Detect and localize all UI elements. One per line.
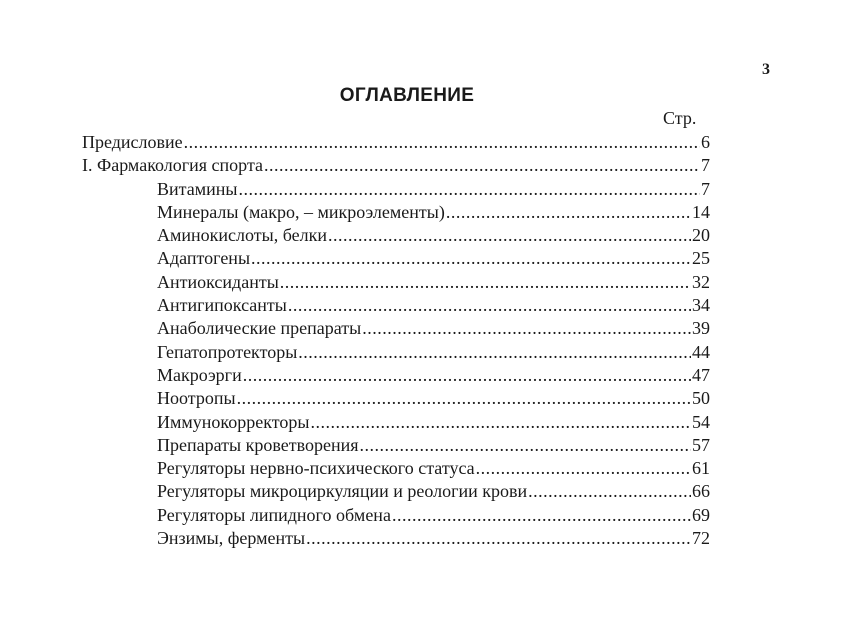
toc-subentry (82, 247, 710, 270)
toc-leader-dots (446, 201, 691, 224)
toc-entry-label: Энзимы, ферменты (157, 528, 306, 549)
toc-entry-page: 34 (692, 295, 710, 316)
toc-subentry (82, 504, 710, 527)
toc-entry-label: Макроэрги (157, 364, 242, 385)
toc-entry-label: Аминокислоты, белки (157, 225, 327, 246)
toc-leader-dots (288, 294, 691, 317)
toc-entry-label: Минералы (макро, – микроэлементы) (157, 201, 445, 222)
toc-entry-label: Гепатопротекторы (157, 341, 298, 362)
toc-entry-page: 25 (692, 248, 710, 269)
toc-entry (82, 131, 710, 154)
toc-entry-label: Анаболические препараты (157, 318, 362, 339)
toc-leader-dots (184, 131, 700, 154)
toc-entry-page: 54 (692, 411, 710, 432)
toc-subentry (82, 527, 710, 550)
toc-subentry (82, 480, 710, 503)
toc-leader-dots (362, 317, 691, 340)
toc-entry-page: 72 (692, 528, 710, 549)
toc-entry-label: Иммунокорректоры (157, 411, 310, 432)
toc-entry-page: 20 (692, 225, 710, 246)
page-title: ОГЛАВЛЕНИЕ (339, 85, 475, 106)
toc-leader-dots (360, 434, 692, 457)
toc-entry-label: Регуляторы нервно-психического статуса (157, 458, 475, 479)
toc-leader-dots (528, 480, 691, 503)
toc-entry (82, 154, 710, 177)
toc-subentry (82, 271, 710, 294)
toc-entry-page: 14 (692, 201, 710, 222)
toc-entry-page: 7 (701, 178, 710, 199)
toc-subentry (82, 411, 710, 434)
toc-subentry (82, 364, 710, 387)
toc-leader-dots (237, 387, 691, 410)
toc-entry-page: 32 (692, 271, 710, 292)
toc-entry-page: 6 (701, 132, 710, 152)
toc-leader-dots (476, 457, 691, 480)
toc-entry-page: 50 (692, 388, 710, 409)
toc-leader-dots (243, 364, 691, 387)
toc-entry-page: 7 (701, 155, 710, 176)
toc-entry-page: 69 (692, 504, 710, 525)
toc-leader-dots (298, 341, 691, 364)
toc-leader-dots (392, 504, 691, 527)
page-column-header: Стр. (663, 108, 697, 128)
toc-entry-label: Препараты кроветворения (157, 434, 359, 455)
toc-leader-dots (306, 527, 691, 550)
toc-leader-dots (251, 247, 691, 270)
toc-entry-label: Регуляторы липидного обмена (157, 504, 391, 525)
toc-entry-label: Антигипоксанты (157, 295, 287, 316)
toc-leader-dots (264, 154, 700, 177)
toc-entry-label: I. Фармакология спорта (82, 155, 264, 176)
toc-subentry (82, 341, 710, 364)
page-number: 3 (762, 61, 770, 78)
toc-entry-page: 66 (692, 481, 710, 502)
toc-entry-label: Витамины (157, 178, 238, 199)
toc-entry-page: 61 (692, 458, 710, 479)
toc-subentry (82, 224, 710, 247)
toc-leader-dots (310, 411, 691, 434)
toc-subentry (82, 387, 710, 410)
toc-subentry (82, 201, 710, 224)
toc-subentry (82, 317, 710, 340)
table-of-contents (82, 131, 710, 550)
toc-subentry (82, 457, 710, 480)
toc-entry-page: 57 (692, 434, 710, 455)
toc-leader-dots (238, 178, 700, 201)
toc-subentry (82, 178, 710, 201)
toc-entry-label: Антиоксиданты (157, 271, 279, 292)
toc-entry-page: 47 (692, 364, 710, 385)
toc-entry-label: Предисловие (82, 132, 183, 152)
toc-entry-label: Ноотропы (157, 388, 236, 409)
toc-entry-page: 39 (692, 318, 710, 339)
toc-leader-dots (280, 271, 691, 294)
toc-leader-dots (328, 224, 691, 247)
toc-entry-label: Регуляторы микроциркуляции и реологии крови (157, 481, 528, 502)
toc-entry-label: Адаптогены (157, 248, 251, 269)
toc-subentry (82, 294, 710, 317)
toc-entry-page: 44 (692, 341, 710, 362)
toc-subentry (82, 434, 710, 457)
